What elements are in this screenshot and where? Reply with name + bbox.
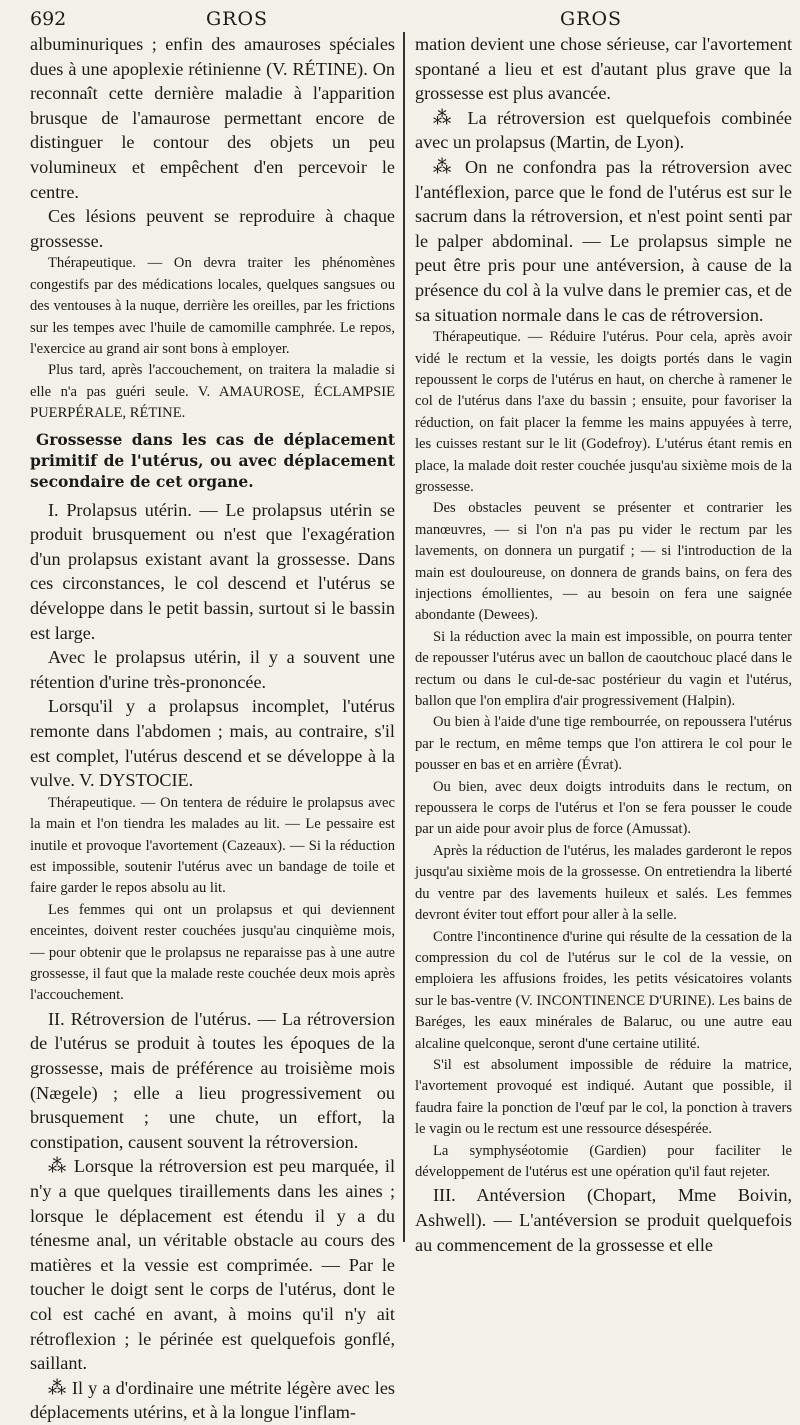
paragraph: ⁂ Il y a d'ordinaire une métrite légère avec les déplacements utérins, et à la longue l'inflam-: [30, 1377, 395, 1423]
paragraph: Ou bien, avec deux doigts introduits dans le rectum, on repoussera le corps de l'utérus et l'on se fera pousser le coude par un aide pour avoir plus de force (Amussat).: [415, 778, 792, 838]
column-rule: [403, 32, 405, 1242]
paragraph: Contre l'incontinence d'urine qui résulte de la cessation de la compression du col de l'utérus sur le col de la vessie, on emploiera les affusions froides, les petits vésicatoires volants sur le bas-ventre (V. INCONTINENCE D'URINE). Les bains de Baréges, les eaux minérales de Balaruc, ou une autre eau alcaline quelconque, seront d'une certaine utilité.: [415, 928, 792, 1052]
paragraph: Thérapeutique. — Réduire l'utérus. Pour cela, après avoir vidé le rectum et la vessie, les doigts portés dans le vagin repoussent le corps de l'utérus en haut, on cherche à ramener le col de l'utérus dans l'axe du bassin ; ensuite, pour favoriser la réduction, on fait placer la femme les mains appuyées à terre, les cuisses restant sur le lit (Godefroy). L'utérus étant remis en place, la malade doit rester couchée jusqu'au sixième mois de la grossesse.: [415, 329, 792, 495]
paragraph: Des obstacles peuvent se présenter et contrarier les manœuvres, — si l'on n'a pas pu vider le rectum par les lavements, on donnera un purgatif ; — si l'introduction de la main est douloureuse, on donnera de grands bains, on fera des injections émollientes, — au besoin on fera une saignée abondante (Dewees).: [415, 500, 792, 624]
paragraph: III. Antéversion (Chopart, Mme Boivin, Ashwell). — L'antéversion se produit quelquefois au commencement de la grossesse et elle: [415, 1185, 792, 1255]
paragraph: Si la réduction avec la main est impossible, on pourra tenter de repousser l'utérus avec un ballon de caoutchouc placé dans le rectum ou dans le cul-de-sac postérieur du vagin et l'utérus, ballon que l'on emplira d'air progressivement (Halpin).: [415, 628, 792, 710]
paragraph: albuminuriques ; enfin des amauroses spéciales dues à une apoplexie rétinienne (V. RÉTINE). On reconnaît cette dernière maladie à l'apparition brusque de l'amaurose permettant encore de distinguer le contour des objets un peu volumineux et empêchent d'en percevoir le centre.: [30, 34, 395, 202]
right-column: [411, 32, 792, 1255]
section-heading: Grossesse dans les cas de déplacement primitif de l'utérus, ou avec déplacement secondaire de cet organe.: [30, 429, 395, 491]
paragraph: La symphyséotomie (Gardien) pour faciliter le développement de l'utérus est une opération qu'il faut rejeter.: [415, 1142, 792, 1180]
running-header: [30, 6, 792, 30]
paragraph: Après la réduction de l'utérus, les malades garderont le repos jusqu'au sixième mois de la grossesse. On entretiendra la liberté du ventre par des lavements huileux et salés. Les femmes devront éviter tout effort pour aller à la selle.: [415, 842, 792, 924]
paragraph: II. Rétroversion de l'utérus. — La rétroversion de l'utérus se produit à toutes les époques de la grossesse, mais de préférence au troisième mois (Nægele) ; elle a lieu progressivement ou brusquement ; une chute, un effort, la constipation, causent souvent la rétroversion.: [30, 1008, 395, 1152]
paragraph: S'il est absolument impossible de réduire la matrice, l'avortement provoqué est indiqué. Autant que possible, il faudra faire la ponction de l'œuf par le col, la ponction à travers le vagin ou le rectum est une ressource désespérée.: [415, 1056, 792, 1138]
paragraph: Ces lésions peuvent se reproduire à chaque grossesse.: [30, 206, 395, 251]
paragraph: Thérapeutique. — On tentera de réduire le prolapsus avec la main et l'on tiendra les malades au lit. — Le pessaire est inutile et provoque l'avortement (Cazeaux). — Si la réduction est impossible, soutenir l'utérus avec un bandage de toile et faire garder le repos absolu au lit.: [30, 794, 395, 897]
left-column: [30, 32, 403, 1423]
paragraph: ⁂ Lorsque la rétroversion est peu marquée, il n'y a que quelques tiraillements dans les aines ; lorsque le déplacement est étendu il y a du ténesme anal, un véritable obstacle au cours des matières et la vessie est comprimée. — Par le toucher le doigt sent le corps de l'utérus, dont le col est caché en avant, à moins qu'il n'y ait rétroflexion ; le périnée est quelquefois gonflé, saillant.: [30, 1156, 395, 1374]
two-column-body: [30, 32, 792, 1423]
paragraph: Ou bien à l'aide d'une tige rembourrée, on repoussera l'utérus par le rectum, en même temps que l'on attirera le col pour le pousser en bas et en arrière (Évrat).: [415, 714, 792, 774]
paragraph: ⁂ La rétroversion est quelquefois combinée avec un prolapsus (Martin, de Lyon).: [415, 107, 792, 153]
paragraph: Thérapeutique. — On devra traiter les phénomènes congestifs par des médications locales, quelques sangsues ou des ventouses à la nuque, derrière les oreilles, par les frictions sur les tempes avec l'huile de camomille camphrée. Le repos, l'exercice au grand air sont bons à employer.: [30, 255, 395, 357]
page-number: 692: [30, 8, 67, 30]
paragraph: ⁂ On ne confondra pas la rétroversion avec l'antéflexion, parce que le fond de l'utérus est sur le sacrum dans la rétroversion, et n'est point senti par le palper abdominal. — Le prolapsus simple ne peut être pris pour une antéversion, à cause de la présence du col à la vulve dans le premier cas, et de sa situation normale dans le cas de rétroversion.: [415, 156, 792, 325]
paragraph: Plus tard, après l'accouchement, on traitera la maladie si elle n'a pas guéri seule. V. AMAUROSE, ÉCLAMPSIE PUERPÉRALE, RÉTINE.: [30, 362, 395, 422]
paragraph: Lorsqu'il y a prolapsus incomplet, l'utérus remonte dans l'abdomen ; mais, au contraire, s'il est complet, l'utérus descend et se développe à la vulve. V. DYSTOCIE.: [30, 696, 395, 791]
paragraph: Les femmes qui ont un prolapsus et qui deviennent enceintes, doivent rester couchées jusqu'au cinquième mois, — pour obtenir que le prolapsus ne reparaisse pas à une autre grossesse, il faut que la malade reste couchée deux mois après l'accouchement.: [30, 901, 395, 1004]
running-title-left: GROS: [206, 8, 269, 30]
paragraph: Avec le prolapsus utérin, il y a souvent une rétention d'urine très-prononcée.: [30, 647, 395, 692]
paragraph: mation devient une chose sérieuse, car l'avortement spontané a lieu et est d'autant plus grave que la grossesse est plus avancée.: [415, 34, 792, 104]
paragraph: I. Prolapsus utérin. — Le prolapsus utérin se produit brusquement ou n'est que l'exagération d'un prolapsus existant avant la grossesse. Dans ces circonstances, le col descend et l'utérus se développe dans le petit bassin, surtout si le bassin est large.: [30, 499, 395, 643]
running-title-right: GROS: [560, 8, 623, 30]
